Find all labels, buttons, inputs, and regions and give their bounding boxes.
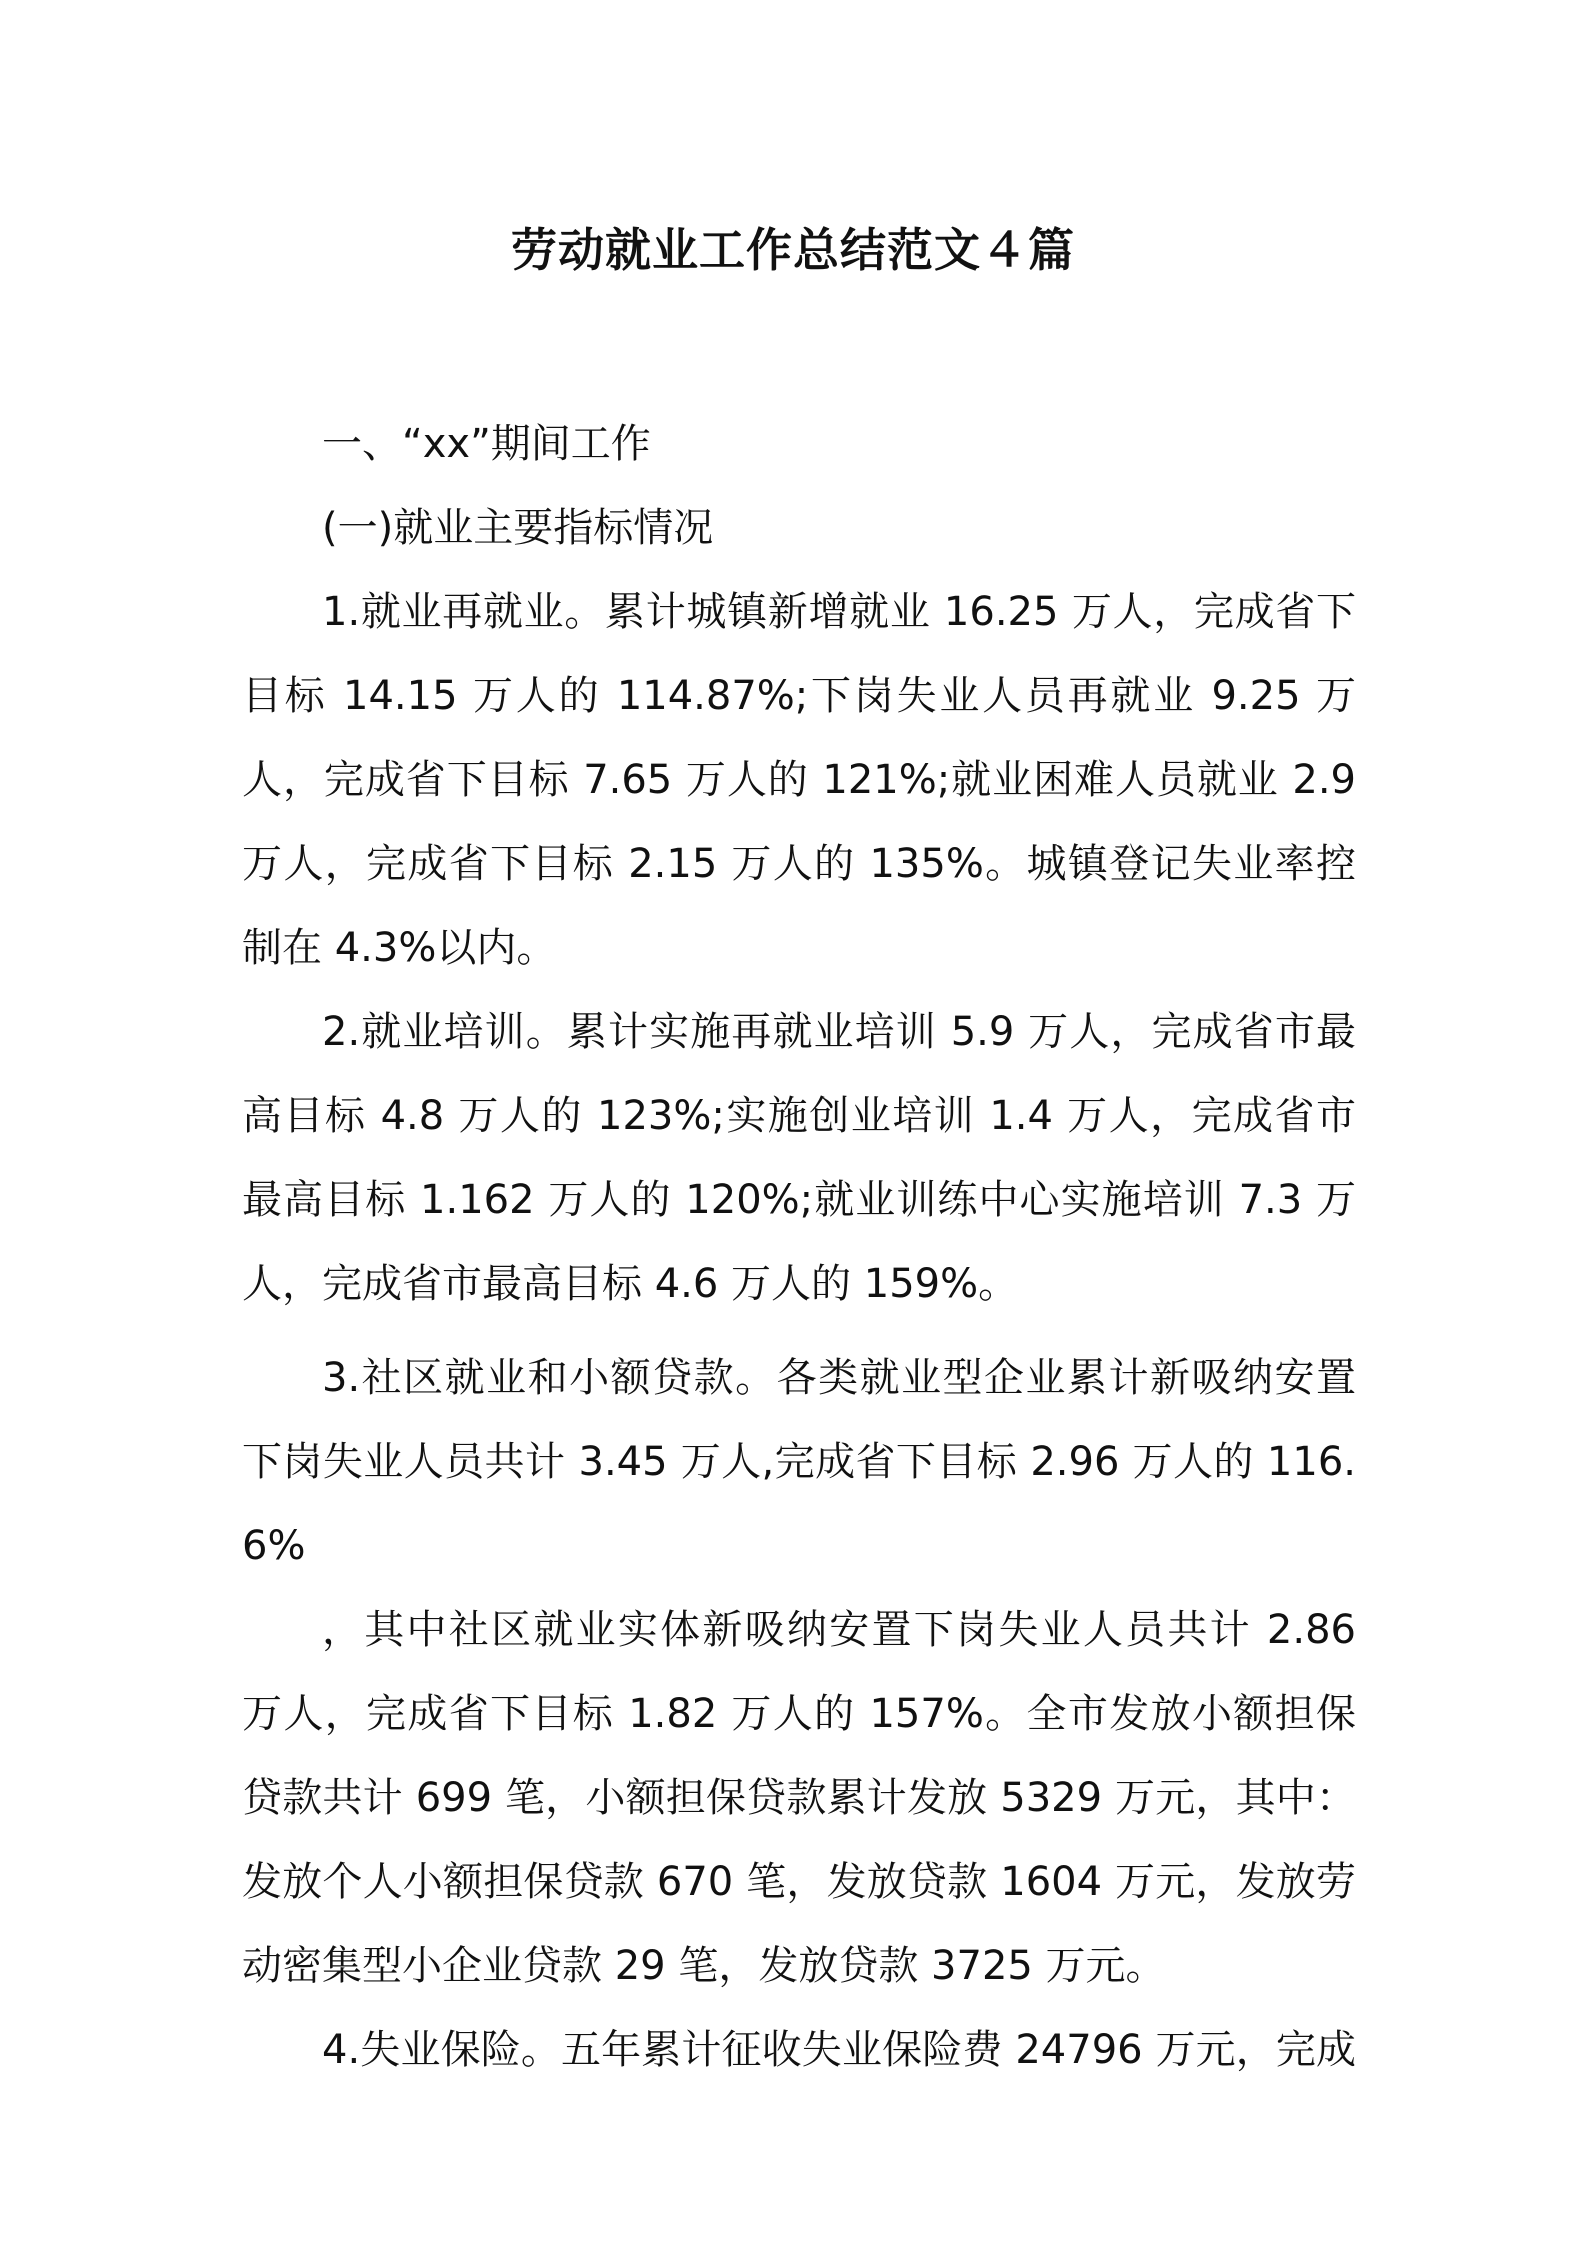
document-body [242, 402, 1356, 2092]
subsection-heading: (一)就业主要指标情况 [322, 505, 714, 551]
paragraph-employment: 1.就业再就业。累计城镇新增就业 16.25 万人，完成省下目标 14.15 万人的 114.87%;下岗失业人员再就业 9.25 万人，完成省下目标 7.65 万人的 121%;就业困难人员就业 2.9 万人，完成省下目标 2.15 万人的 135%。城镇登记失业率控制在 4.3%以内。 [242, 589, 1356, 971]
paragraph-community-employment: 3.社区就业和小额贷款。各类就业型企业累计新吸纳安置下岗失业人员共计 3.45 万人,完成省下目标 2.96 万人的 116.6% [242, 1355, 1356, 1569]
paragraph-unemployment-insurance: 4.失业保险。五年累计征收失业保险费 24796 万元，完成 [322, 2027, 1356, 2073]
paragraph-community-employment-continued: ，其中社区就业实体新吸纳安置下岗失业人员共计 2.86 万人，完成省下目标 1.82 万人的 157%。全市发放小额担保贷款共计 699 笔，小额担保贷款累计发放 5329 万元，其中：发放个人小额担保贷款 670 笔，发放贷款 1604 万元，发放劳动密集型小企业贷款 29 笔，发放贷款 3725 万元。 [242, 1607, 1356, 1989]
document-title: 劳动就业工作总结范文４篇 [511, 223, 1075, 277]
paragraph-training: 2.就业培训。累计实施再就业培训 5.9 万人，完成省市最高目标 4.8 万人的 123%;实施创业培训 1.4 万人，完成省市最高目标 1.162 万人的 120%;就业训练中心实施培训 7.3 万人，完成省市最高目标 4.6 万人的 159%。 [242, 1009, 1356, 1307]
section-heading: 一、“xx”期间工作 [322, 421, 651, 467]
